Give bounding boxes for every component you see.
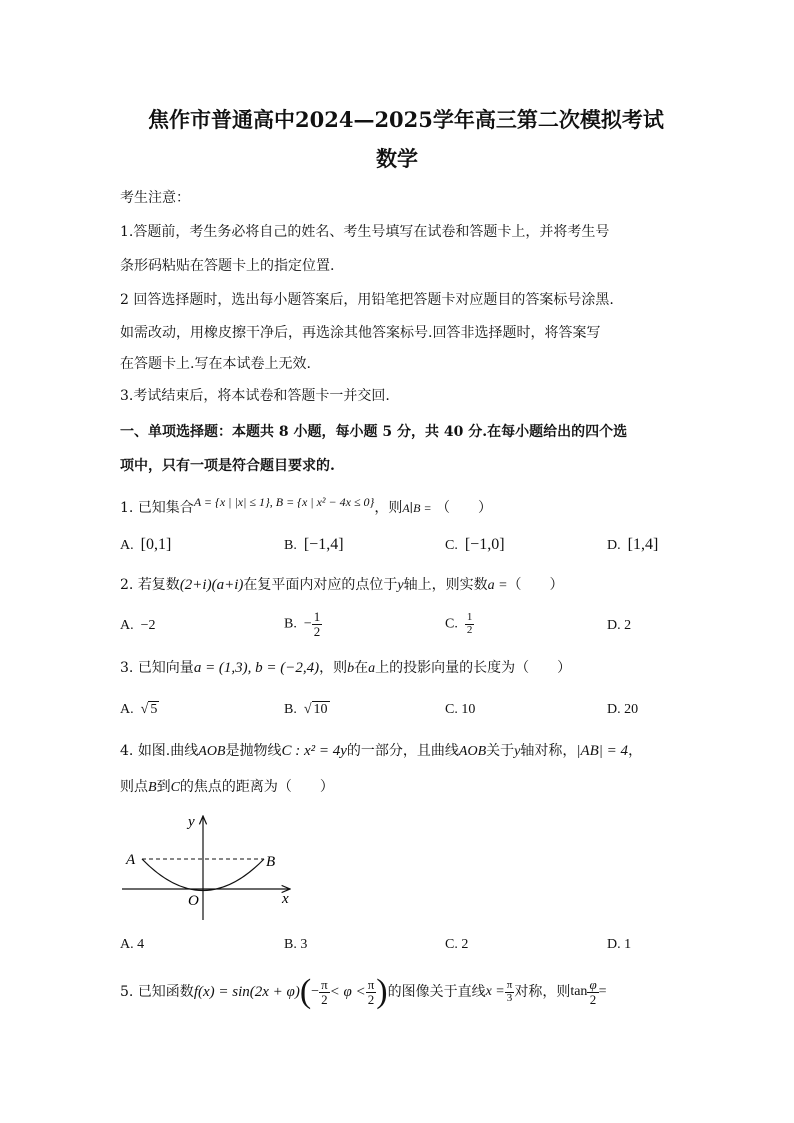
notice-line: 2 回答选择题时，选出每小题答案后，用铅笔把答题卡对应题目的答案标号涂黑.: [120, 292, 614, 308]
question-number: 5.: [120, 984, 134, 1000]
question-text: 已知集合: [137, 500, 194, 516]
option-c: C. 2: [445, 937, 469, 952]
section-heading: 项中，只有一项是符合题目要求的.: [120, 458, 335, 474]
math-expression: (2+i)(a+i): [179, 577, 244, 593]
option-a: A. −2: [120, 618, 156, 633]
question-number: 1.: [120, 500, 134, 516]
question-4-line2: 则点B到C的焦点的距离为（ ）: [120, 779, 334, 795]
option-a: A. 4: [120, 937, 145, 952]
option-c: C. $\frac{1}{2}$: [445, 611, 473, 636]
label-y: y: [188, 814, 195, 830]
option-d: D. 20: [607, 702, 639, 717]
notice-line: 条形码粘贴在答题卡上的指定位置.: [120, 258, 335, 274]
fraction: $\frac{1}{2}$: [313, 609, 321, 639]
question-4: 4. 如图.曲线AOB是抛物线C : x² = 4y的一部分，且曲线AOB关于y轴对称，|AB| = 4，: [120, 743, 643, 759]
option-a: A. √ 5: [120, 702, 158, 717]
option-d: D. 1: [607, 937, 632, 952]
notice-line: 3.考试结束后，将本试卷和答题卡一并交回.: [120, 388, 390, 404]
notice-line: 在答题卡上.写在本试卷上无效.: [120, 356, 311, 372]
section-heading: 一、单项选择题：本题共 8 小题，每小题 5 分，共 40 分.在每小题给出的四个选: [120, 424, 628, 440]
option-b: B. [−1,4]: [284, 536, 344, 553]
question-number: 3.: [120, 660, 134, 676]
option-a: A. [0,1]: [120, 536, 172, 553]
fraction: $\frac{\pi}{3}$: [506, 978, 513, 1004]
option-c: C. [−1,0]: [445, 536, 505, 553]
math-expression: A = {x | |x| ≤ 1}, B = {x | x² − 4x ≤ 0}: [193, 495, 375, 509]
question-number: 4.: [120, 743, 134, 759]
option-b: B. √ 10: [284, 702, 328, 717]
option-b: B. − $\frac{1}{2}$: [284, 609, 321, 639]
notice-line: 1.答题前，考生务必将自己的姓名、考生号填写在试卷和答题卡上，并将考生号: [120, 224, 610, 240]
question-5: 5. 已知函数 f(x) = sin(2x + φ) ( − $\frac{\pi}{2}$ < φ < $\frac{\pi}{2}$ ) 的图像关于直线 x = $\frac{\pi}{3}$ 对称，则 tan $\frac{\varphi}{2}$ =: [120, 973, 607, 1010]
label-o: O: [188, 893, 199, 909]
notice-heading: 考生注意：: [120, 190, 190, 206]
fraction: $\frac{\pi}{2}$: [321, 976, 328, 1007]
fraction: $\frac{\varphi}{2}$: [589, 976, 597, 1007]
page-title: 焦作市普通高中2024—2025学年高三第二次模拟考试: [148, 107, 664, 132]
parabola-figure: [120, 810, 300, 925]
math-expression: A∣B =: [402, 501, 432, 515]
subject-title: 数学: [376, 146, 418, 171]
fraction: $\frac{\pi}{2}$: [367, 976, 375, 1007]
option-d: D. [1,4]: [607, 536, 659, 553]
label-b: B: [266, 854, 276, 870]
answer-paren: （ ）: [436, 500, 493, 516]
question-3: 3. 已知向量a = (1,3), b = (−2,4)，则b在a上的投影向量的长度为（ ）: [120, 660, 572, 676]
question-text: ，则: [374, 500, 403, 516]
option-d: D. 2: [607, 618, 632, 633]
question-2: 2. 若复数(2+i)(a+i)在复平面内对应的点位于y轴上，则实数a =（ ）: [120, 577, 564, 593]
notice-line: 如需改动，用橡皮擦干净后，再选涂其他答案标号.回答非选择题时，将答案写: [120, 325, 601, 341]
fraction: $\frac{1}{2}$: [466, 611, 473, 636]
question-1: [120, 495, 493, 516]
question-number: 2.: [120, 577, 134, 593]
label-x: x: [282, 891, 289, 907]
label-a: A: [126, 852, 136, 868]
math-expression: f(x) = sin(2x + φ): [193, 983, 300, 1000]
math-expression: a = (1,3), b = (−2,4): [193, 660, 320, 676]
option-b: B. 3: [284, 937, 308, 952]
option-c: C. 10: [445, 702, 476, 717]
